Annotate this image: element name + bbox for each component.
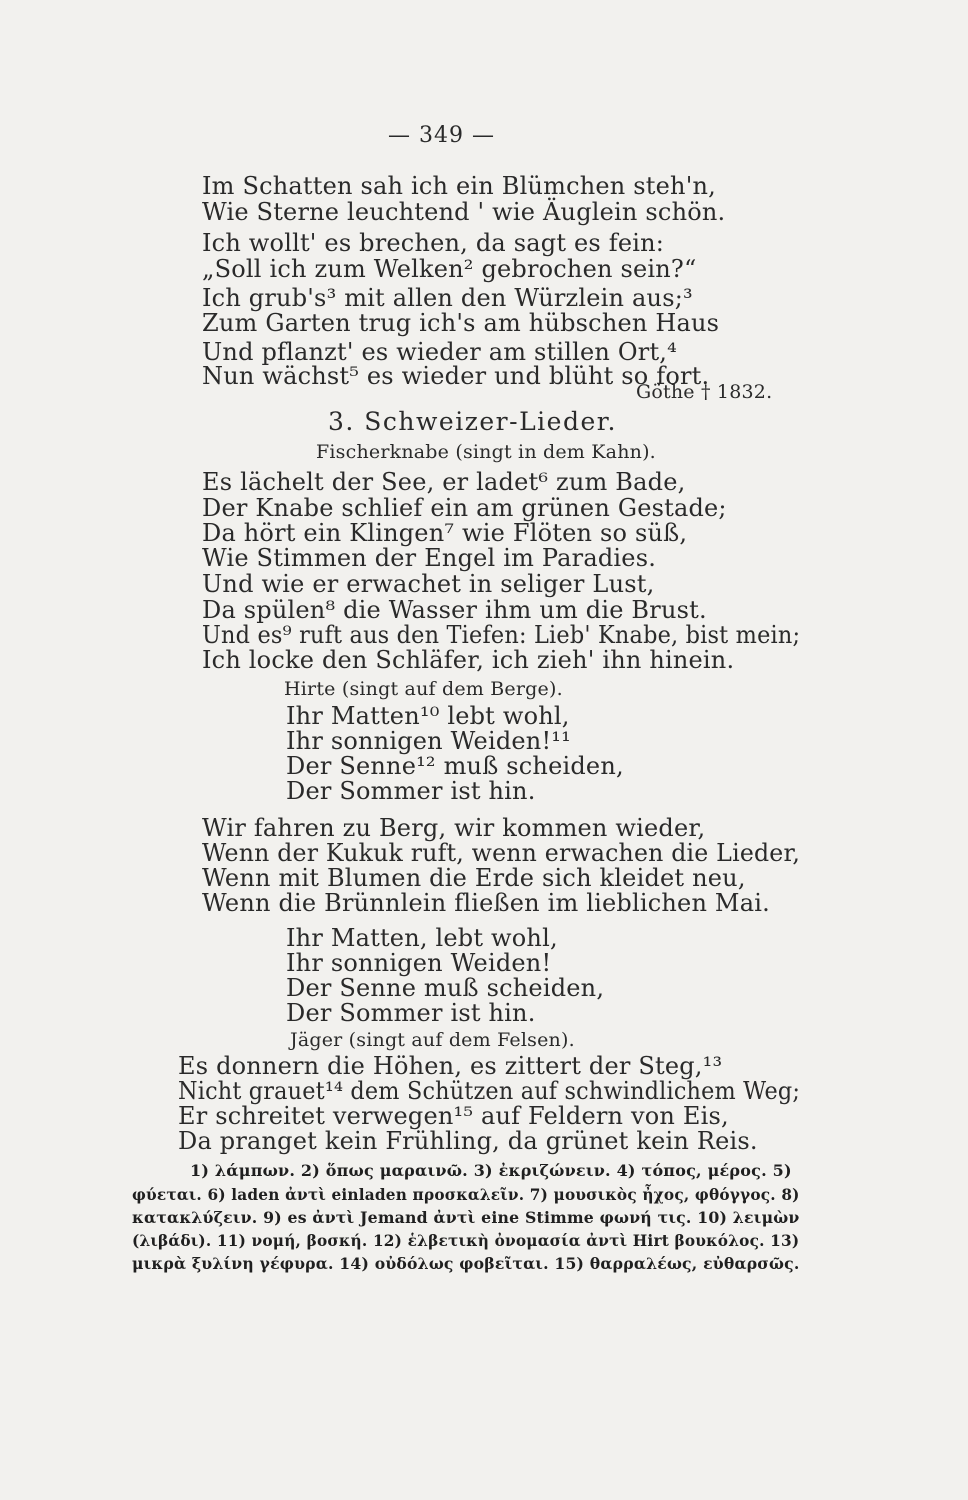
poem-line: Nun wächst⁵ es wieder und blüht so fort.	[202, 362, 710, 390]
page-number: — 349 —	[388, 123, 495, 148]
poem-line: Da hört ein Klingen⁷ wie Flöten so süß,	[202, 519, 688, 547]
poem-line: Ihr sonnigen Weiden!¹¹	[286, 727, 571, 755]
footnote-line: 1) λάμπων. 2) ὅπως μαραινῶ. 3) ἐκριζώνειν. 4) τόπος, μέρος. 5)	[190, 1161, 792, 1180]
poem-line: Da pranget kein Frühling, da grünet kein Reis.	[178, 1127, 758, 1155]
poem-line: Und wie er erwachet in seliger Lust,	[202, 570, 655, 598]
poem-line: Wie Sterne leuchtend ' wie Äuglein schön.	[202, 198, 726, 226]
poem-line: Es lächelt der See, er ladet⁶ zum Bade,	[202, 468, 686, 496]
poem-line: Der Senne muß scheiden,	[286, 974, 605, 1002]
poem-line: Und es⁹ ruft aus den Tiefen: Lieb' Knabe, bist mein;	[202, 621, 801, 649]
poem-line: Zum Garten trug ich's am hübschen Haus	[202, 309, 720, 337]
poem-line: Es donnern die Höhen, es zittert der Steg,¹³	[178, 1052, 723, 1080]
poem-line: Ich wollt' es brechen, da sagt es fein:	[202, 229, 665, 257]
poem-line: Wie Stimmen der Engel im Paradies.	[202, 544, 657, 572]
poem-line: Ihr Matten¹⁰ lebt wohl,	[286, 702, 570, 730]
poem-line: Und pflanzt' es wieder am stillen Ort,⁴	[202, 338, 677, 366]
poem-line: Da spülen⁸ die Wasser ihm um die Brust.	[202, 596, 707, 624]
poem-line: Wenn der Kukuk ruft, wenn erwachen die Lieder,	[202, 839, 801, 867]
section-heading: 3. Schweizer-Lieder.	[328, 407, 617, 436]
poem-line: Nicht grauet¹⁴ dem Schützen auf schwindlichem Weg;	[178, 1077, 801, 1105]
author-attribution: Göthe † 1832.	[636, 381, 773, 403]
poem-line: Der Knabe schlief ein am grünen Gestade;	[202, 494, 727, 522]
footnote-line: (λιβάδι). 11) νομή, βοσκή. 12) ἑλβετικὴ ὀνομασία ἀντὶ Hirt βουκόλος. 13)	[132, 1231, 800, 1250]
poem-line: „Soll ich zum Welken² gebrochen sein?“	[202, 255, 697, 283]
poem-line: Er schreitet verwegen¹⁵ auf Feldern von Eis,	[178, 1102, 729, 1130]
poem-line: Der Sommer ist hin.	[286, 777, 536, 805]
poem-line: Ihr sonnigen Weiden!	[286, 949, 552, 977]
poem-line: Ich grub's³ mit allen den Würzlein aus;³	[202, 284, 693, 312]
poem-line: Im Schatten sah ich ein Blümchen steh'n,	[202, 172, 716, 200]
song-heading-hirte: Hirte (singt auf dem Berge).	[284, 678, 563, 700]
poem-line: Der Sommer ist hin.	[286, 999, 536, 1027]
footnote-line: φύεται. 6) laden ἀντὶ einladen προσκαλεῖν. 7) μουσικὸς ἦχος, φθόγγος. 8)	[132, 1185, 800, 1204]
song-heading-fischerknabe: Fischerknabe (singt in dem Kahn).	[316, 441, 656, 463]
poem-line: Ihr Matten, lebt wohl,	[286, 924, 558, 952]
footnote-line: μικρὰ ξυλίνη γέφυρα. 14) οὐδόλως φοβεῖται. 15) θαρραλέως, εὐθαρσῶς.	[132, 1254, 800, 1273]
poem-line: Ich locke den Schläfer, ich zieh' ihn hinein.	[202, 646, 735, 674]
poem-line: Wenn die Brünnlein fließen im lieblichen Mai.	[202, 889, 770, 917]
poem-line: Wenn mit Blumen die Erde sich kleidet neu,	[202, 864, 746, 892]
poem-line: Der Senne¹² muß scheiden,	[286, 752, 624, 780]
footnote-line: κατακλύζειν. 9) es ἀντὶ Jemand ἀντὶ eine Stimme φωνή τις. 10) λειμὼν	[132, 1208, 800, 1227]
song-heading-jaeger: Jäger (singt auf dem Felsen).	[290, 1029, 575, 1051]
poem-line: Wir fahren zu Berg, wir kommen wieder,	[202, 814, 706, 842]
